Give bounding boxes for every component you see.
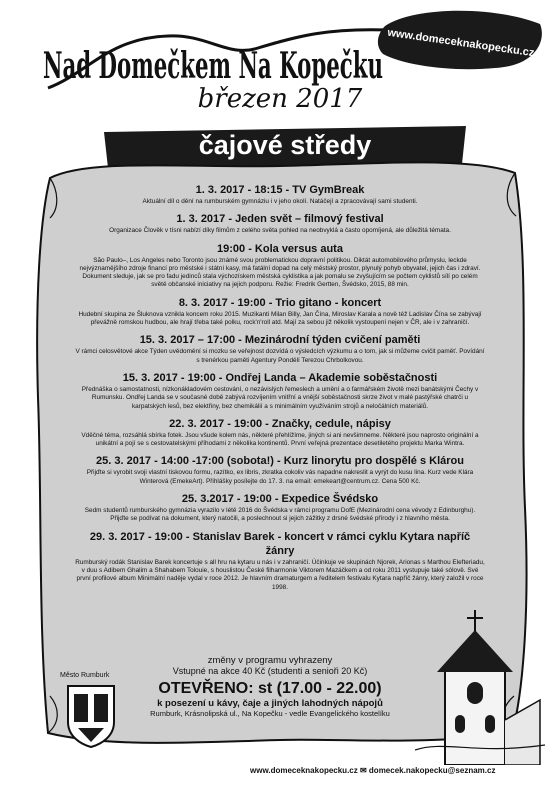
contact-links bbox=[250, 766, 550, 775]
website-link[interactable]: www.domeceknakopecku.cz bbox=[250, 766, 358, 775]
town-crest-icon bbox=[66, 684, 116, 748]
logo-text: Nad Domečkem Na Kopečku bbox=[43, 45, 383, 87]
church-illustration bbox=[415, 600, 545, 765]
event-title: 15. 3. 2017 – 17:00 - Mezinárodní týden cvičení paměti bbox=[139, 334, 421, 347]
drinks-note: k posezení u kávy, čaje a jiných lahodných nápojů bbox=[157, 698, 383, 709]
month-label: březen 2017 bbox=[197, 84, 363, 114]
event-description: Přednáška o samostatnosti, nízkonákladovém cestování, o nezávislých řemeslech a umění a o farmářském životě mezi banátskými Čechy v Rumunsku. Ondřej Landa se v současné době zabývá rozvíjením vnitřní a vnější soběstačnosti skrze život v malé pastýřské chatrči u karpatských lesů, bez elektřiny, bez chemikálií a s minimálním využíváním strojů a neločálních materiálů. bbox=[81, 385, 479, 410]
event-description: São Paulo–, Los Angeles nebo Toronto jsou známé svou problematickou dopravní politikou. Diktát automobilového průmyslu, leckde nejvýznamějšího zdroje financí pro městské i státní kasy, má fatální dopad na celý městský prostor, plynulý pohyb obyvatel, jejich čas i zdraví. Dokument sleduje, jak se pro fadu jedinců stala výchozískem městská cyklistika a jak pomalu se zvyšujícím se počtem cyklistů sílí po celém světě občanské iniciativy na jejich podporu. Režie: Fredrik Gertten, Švédsko, 2015, 88 min. bbox=[79, 256, 481, 289]
event-title: 19:00 - Kola versus auta bbox=[217, 242, 343, 255]
event-title: 25. 3.2017 - 19:00 - Expedice Švédsko bbox=[181, 493, 379, 506]
event-item bbox=[75, 417, 485, 449]
address: Rumburk, Krásnolipská ul., Na Kopečku - vedle Evangelického kostelíku bbox=[150, 709, 390, 718]
event-description: Přijďte si vyrobit svoji vlastní tiskovou formu, razítko, ex libris, zkratka cokoliv vás napadne nakreslit a vyrýt do kusu lina. Kurz vede Klára Winterová (EmekeArt). Přihlášky posílejte do 17. 3. na email: emekeart@centrum.cz. Cena 500 Kč. bbox=[86, 469, 474, 485]
event-description: Organizace Člověk v tísni nabízí díky filmům z celého světa pohled na neobvyklá a často opomíjená, ale důležitá témata. bbox=[109, 227, 451, 235]
event-title: 25. 3. 2017 - 14:00 -17:00 (sobota!) - Kurz linorytu pro dospělé s Klárou bbox=[96, 455, 464, 468]
town-crest-block bbox=[60, 672, 122, 760]
event-item bbox=[75, 530, 485, 592]
event-item bbox=[75, 492, 485, 524]
event-item bbox=[75, 183, 485, 206]
event-title: 22. 3. 2017 - 19:00 - Značky, cedule, nápisy bbox=[169, 417, 391, 430]
event-description: Rumburský rodák Stanislav Barek koncertuje s all hru na kytaru u nás i v zahraničí. Účinkuje ve skupinách Njorek, Arionas s Marthou Elefteriadu, v duu s Adibem Ghalim a Shahabem Tolouie, s houslistou České filharmonie Viktorem Mazáčkem a od roku 2011 vystupuje také sólově. Své první profilové album Minimální naděje vydal v roce 2012. Je hlavním dramaturgem a ředitelem festivalu Kytara napříč žánry, který založil v roce 1998. bbox=[75, 558, 485, 591]
event-description: Aktuální díl o dění na rumburském gymnáziu i v jeho okolí. Natáčejí a zpracovávají sami studenti. bbox=[142, 198, 418, 205]
event-item bbox=[75, 242, 485, 290]
event-title: 1. 3. 2017 - 18:15 - TV GymBreak bbox=[195, 184, 365, 196]
envelope-icon: ✉ bbox=[359, 766, 367, 775]
event-title: 8. 3. 2017 - 19:00 - Trio gitano - koncert bbox=[178, 296, 382, 309]
town-name: Město Rumburk bbox=[60, 672, 110, 679]
website-badge-label-wrap bbox=[375, 6, 547, 72]
event-description: Hudební skupina ze Šluknova vznikla koncem roku 2015. Muzikanti Milan Billy, Jan Čína, Miroslav Karala a nově též Ladislav Čína se zabývají převážně romskou hudbou, ale hrají třeba také polku, rock'n'roll atd. Mají za sebou již několik vystoupení nejen v ČR, ale i v zahraničí. bbox=[78, 310, 482, 327]
footer-info bbox=[120, 655, 420, 719]
event-description: V rámci celosvětové akce Týden uvědomění si mozku se veřejnost dozvídá o výsledcích výzkumu a o tom, jak si můžeme cvičit paměť. Povídání s trenérkou paměti Agentury Pondělí Terezou Chrbolkovou. bbox=[75, 348, 485, 364]
event-description: Sedm studentů rumburského gymnázia vyrazilo v létě 2016 do Švédska v rámci programu DofE (Mezinárodní cena vévody z Edinburghu). Přijďte se podívat na dokument, který natočili, a poslechnout si jejich zážitky z drsné švédské přírody i z hlavního města. bbox=[84, 507, 476, 523]
website-badge[interactable] bbox=[375, 6, 547, 72]
event-title: 29. 3. 2017 - 19:00 - Stanislav Barek - koncert v rámci cyklu Kytara napříč žánry bbox=[89, 530, 471, 557]
event-description: Vděčné téma, rozsáhlá sbírka fotek. Jsou všude kolem nás, některé přehlížíme, jiných si ani nevšimneme. Některé jsou naprosto originální a unikátní a pojí se s cestovatelskými příhodami z několika kontinentů. První veřejná prezentace desetiletého projektu Marka Wintra. bbox=[81, 431, 479, 448]
entry-fee: Vstupné na akce 40 Kč (studenti a senioři 20 Kč) bbox=[172, 666, 368, 676]
program-list bbox=[75, 183, 485, 598]
event-title: 1. 3. 2017 - Jeden svět – filmový festival bbox=[176, 213, 384, 226]
changes-note: změny v programu vyhrazeny bbox=[207, 655, 333, 666]
event-item bbox=[75, 212, 485, 235]
event-item bbox=[75, 333, 485, 365]
opening-hours: OTEVŘENO: st (17.00 - 22.00) bbox=[158, 680, 382, 697]
website-badge-label: www.domeceknakopecku.cz bbox=[386, 26, 536, 60]
email-link[interactable]: domecek.nakopecku@seznam.cz bbox=[368, 766, 496, 775]
event-title: 15. 3. 2017 - 19:00 - Ondřej Landa – Akademie soběstačnosti bbox=[122, 371, 438, 384]
event-item bbox=[75, 454, 485, 486]
page-title: čajové středy bbox=[198, 130, 372, 160]
event-item bbox=[75, 371, 485, 411]
event-item bbox=[75, 296, 485, 328]
